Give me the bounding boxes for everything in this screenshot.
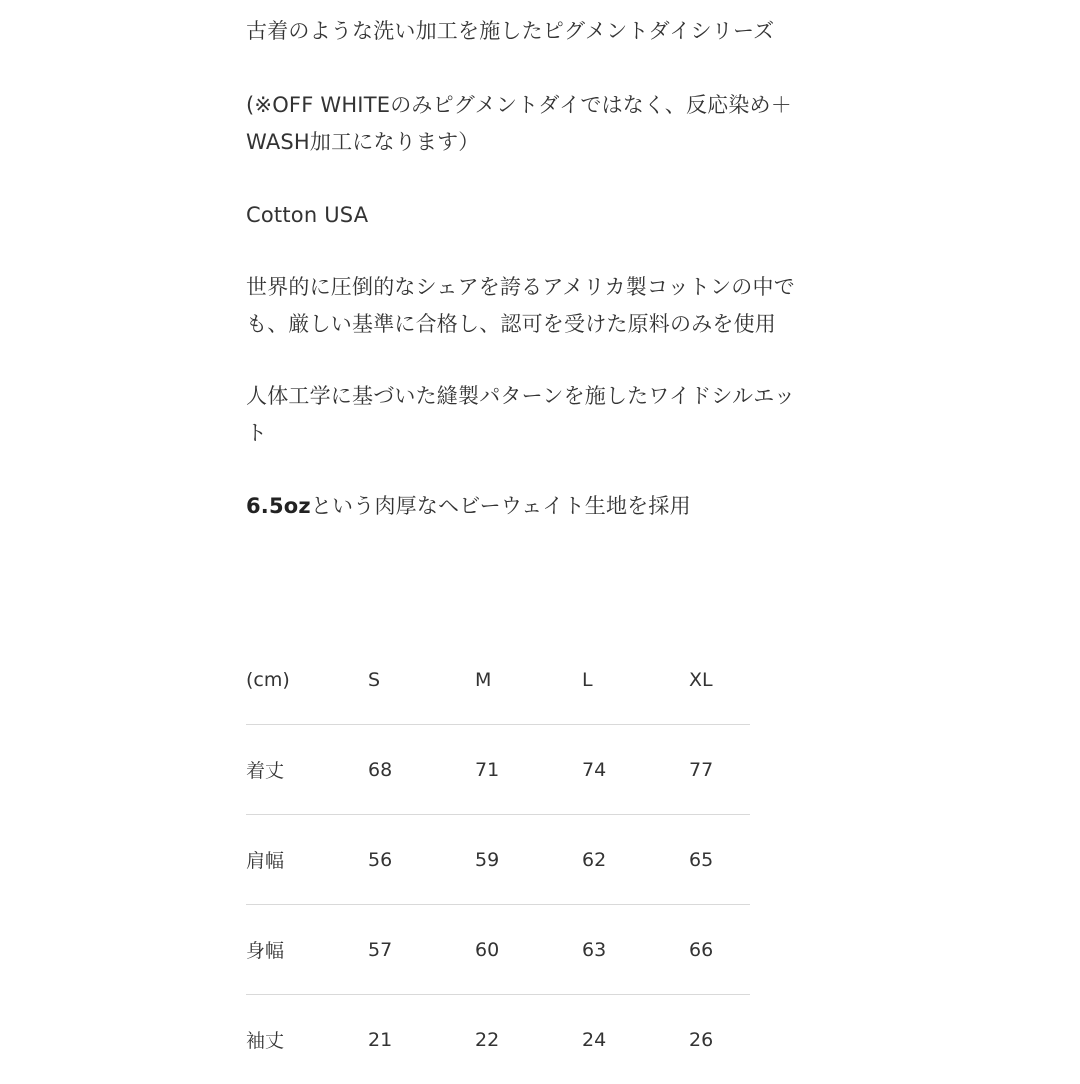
cotton-description-line1: 世界的に圧倒的なシェアを誇るアメリカ製コットンの中で [246, 275, 795, 299]
silhouette-line1: 人体工学に基づいた縫製パターンを施したワイドシルエッ [246, 384, 795, 408]
table-cell: 65 [689, 815, 750, 905]
unit-header: (cm) [246, 635, 368, 725]
row-label-shoulder: 肩幅 [246, 815, 368, 905]
silhouette-line2: ト [246, 421, 267, 445]
size-s-header: S [368, 635, 475, 725]
size-xl-header: XL [689, 635, 750, 725]
table-cell: 26 [689, 995, 750, 1084]
off-white-note-line1: (※OFF WHITEのみピグメントダイではなく、反応染め＋ [246, 93, 792, 117]
table-row [246, 815, 750, 905]
table-cell: 74 [582, 725, 689, 815]
size-m-header: M [475, 635, 582, 725]
cotton-usa-label: Cotton USA [246, 203, 368, 227]
pigment-series-text [246, 13, 774, 50]
table-cell: 71 [475, 725, 582, 815]
table-cell: 22 [475, 995, 582, 1084]
fabric-weight-value: 6.5oz [246, 494, 311, 518]
size-chart-header-row [246, 635, 750, 725]
size-chart-table [246, 635, 750, 1084]
table-cell: 60 [475, 905, 582, 995]
cotton-description [246, 269, 795, 343]
cotton-usa-heading [246, 197, 368, 234]
row-label-length: 着丈 [246, 725, 368, 815]
row-label-chest: 身幅 [246, 905, 368, 995]
pigment-series-line: 古着のような洗い加工を施したピグメントダイシリーズ [246, 19, 774, 43]
table-cell: 77 [689, 725, 750, 815]
fabric-weight-text [246, 488, 691, 525]
off-white-note [246, 87, 792, 161]
table-cell: 66 [689, 905, 750, 995]
table-cell: 59 [475, 815, 582, 905]
table-row [246, 725, 750, 815]
table-cell: 63 [582, 905, 689, 995]
fabric-weight-desc: という肉厚なヘビーウェイト生地を採用 [311, 494, 691, 518]
table-cell: 62 [582, 815, 689, 905]
size-l-header: L [582, 635, 689, 725]
table-cell: 68 [368, 725, 475, 815]
row-label-sleeve: 袖丈 [246, 995, 368, 1084]
table-cell: 21 [368, 995, 475, 1084]
silhouette-description [246, 378, 795, 452]
table-cell: 24 [582, 995, 689, 1084]
table-cell: 57 [368, 905, 475, 995]
table-row [246, 995, 750, 1084]
table-cell: 56 [368, 815, 475, 905]
off-white-note-line2: WASH加工になります） [246, 130, 480, 154]
cotton-description-line2: も、厳しい基準に合格し、認可を受けた原料のみを使用 [246, 312, 776, 336]
table-row [246, 905, 750, 995]
